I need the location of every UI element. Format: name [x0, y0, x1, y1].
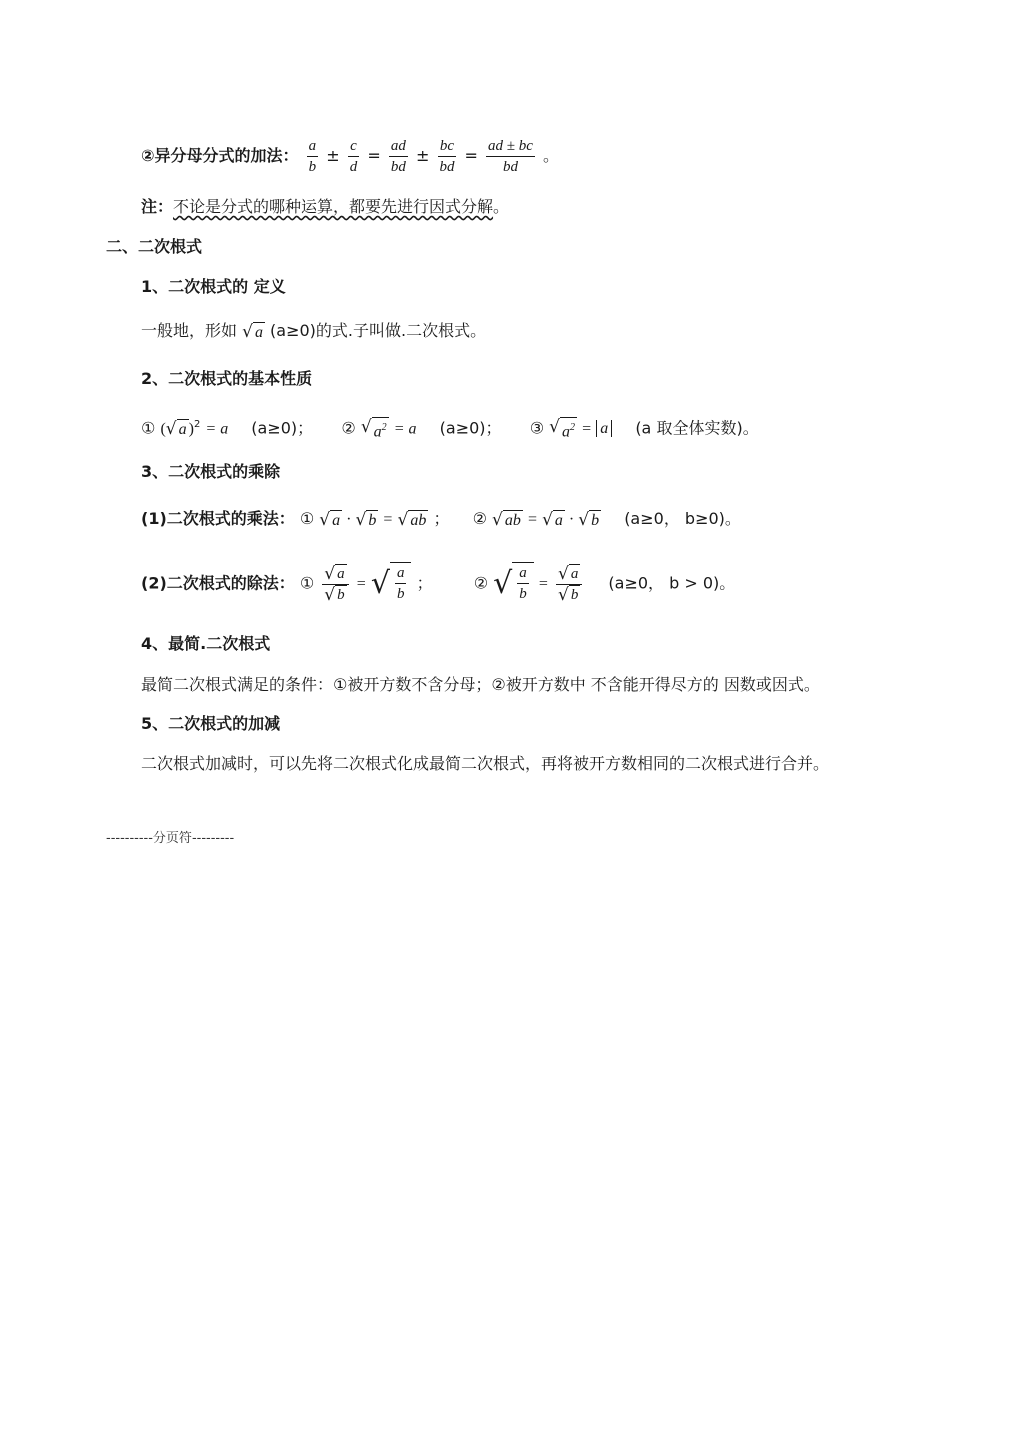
add-sub-text: 二次根式加减时，可以先将二次根式化成最简二次根式，再将被开方数相同的二次根式进行合并。 — [141, 754, 830, 773]
sqrt-a-squared: √ $a^2$ — [360, 416, 387, 440]
subsection-title-properties: 2、二次根式的基本性质 — [141, 369, 313, 388]
note-prefix: 注： — [141, 197, 174, 216]
division-formulas: (2)二次根式的除法： ① √ a √ b = √ $\frac{a}{b}$ ； ② √ $\frac{a}{b}$ = √ a √ b (a≥0， b > 0)。 — [141, 563, 736, 606]
multiplication-formulas: (1)二次根式的乘法： ① √ a · √ b = √ ab ； ② √ ab = √ a · √ b (a≥0， b≥0)。 — [141, 509, 741, 530]
properties-formulas: ① ( √ a )$^2$ = a (a≥0)； ② √ $a^2$ = a (a≥0)； ③ √ $a^2$ = a (a 取全体实数)。 — [141, 416, 759, 440]
section-title: 二、二次根式 — [106, 237, 203, 256]
subsection-title-add-sub: 5、二次根式的加减 — [141, 714, 281, 733]
subsection-title-simplest: 4、最简.二次根式 — [141, 634, 271, 653]
subsection-title-definition: 1、二次根式的 定义 — [141, 277, 286, 296]
fraction-addition-formula: ②异分母分式的加法： $\frac{a}{b}$ ± $\frac{c}{d}$ = $\frac{ad}{bd}$ ± $\frac{bc}{bd}$ = $\frac{ad \pm bc}{bd}$ 。 — [141, 138, 560, 175]
note-text: 不论是分式的哪种运算，都要先进行因式分解 — [173, 197, 494, 216]
page-break-marker: ----------分页符--------- — [106, 831, 235, 846]
fraction-result: $\frac{ad \pm bc}{bd}$ — [488, 138, 533, 175]
subsection-title-mul-div: 3、二次根式的乘除 — [141, 462, 281, 481]
fraction-ad-over-bd: $\frac{ad}{bd}$ — [390, 138, 406, 175]
note: 注：不论是分式的哪种运算，都要先进行因式分解。 — [141, 197, 510, 216]
fraction-c-over-d: $\frac{c}{d}$ — [349, 138, 358, 175]
sqrt-a: √ a — [242, 321, 263, 342]
fraction-bc-over-bd: $\frac{bc}{bd}$ — [439, 138, 455, 175]
sqrt-a-paren: √ a — [165, 418, 187, 439]
fraction-a-over-b: $\frac{a}{b}$ — [308, 138, 317, 175]
sqrt-a-squared-abs: √ $a^2$ — [549, 416, 575, 440]
definition-text: 一般地，形如 √ a (a≥0)的式.子叫做.二次根式。 — [141, 321, 487, 342]
absolute-value-a: a — [596, 420, 612, 437]
simplest-conditions-text: 最简二次根式满足的条件：①被开方数不含分母；②被开方数中 不含能开得尽方的 因数或因式。 — [141, 675, 820, 694]
fraction-addition-label: ②异分母分式的加法： — [141, 146, 299, 165]
